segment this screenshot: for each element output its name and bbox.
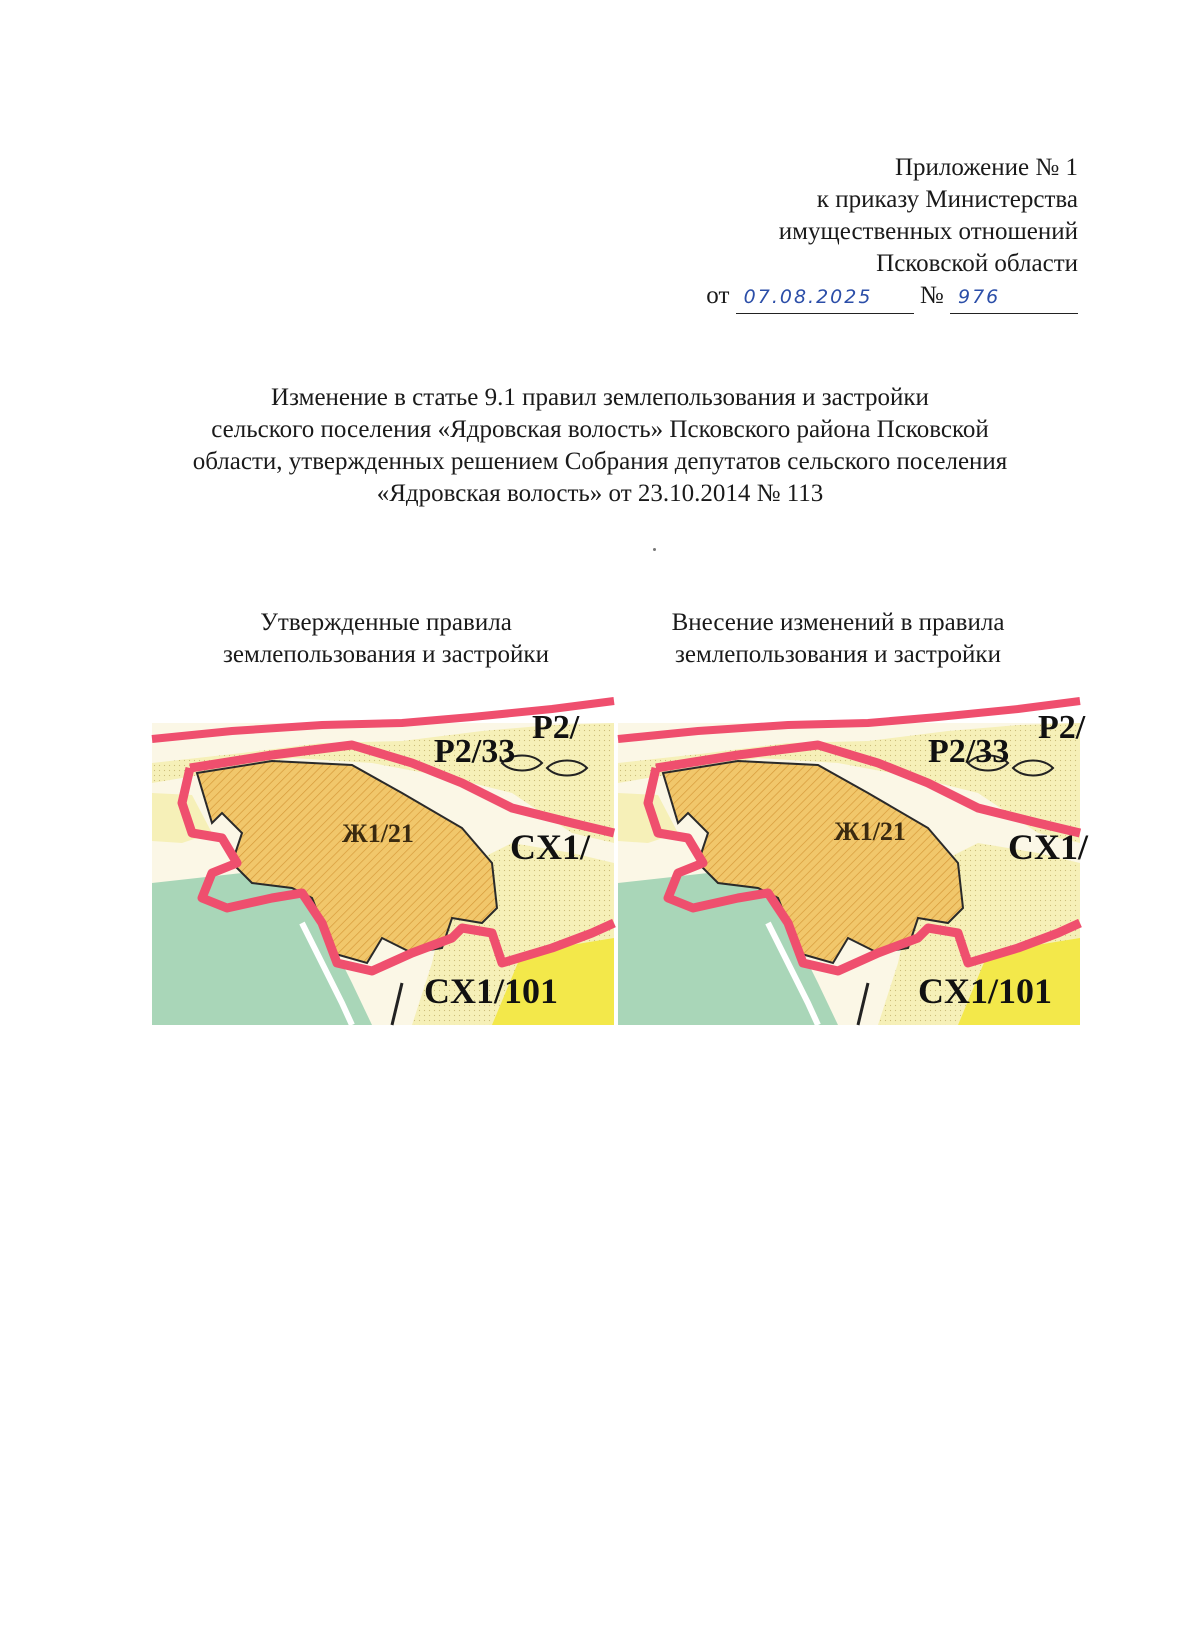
handwritten-date: 07.08.2025 [736,281,914,314]
label-cx1: CX1/ [1008,827,1088,867]
scan-speck [653,548,656,551]
label-zh121: Ж1/21 [342,819,414,848]
title-line-4: «Ядровская волость» от 23.10.2014 № 113 [376,480,824,507]
label-p2: P2/ [532,709,580,746]
left-heading-line-1: Утвержденные правила [260,609,512,636]
label-p233: P2/33 [928,733,1010,770]
appendix-title: Приложение № 1 [894,154,1078,181]
label-cx1-101: CX1/101 [424,971,558,1011]
date-number-line [658,280,1078,314]
appendix-line-2: к приказу Министерства [816,186,1078,213]
label-p233: P2/33 [434,733,516,770]
appendix-header [658,152,1078,314]
appendix-line-4: Псковской области [876,250,1078,277]
document-title [140,382,1060,510]
title-line-1: Изменение в статье 9.1 правил землепользования и застройки [271,384,929,411]
title-line-2: сельского поселения «Ядровская волость» Псковского района Псковской [211,416,989,443]
map-approved-rules [152,709,614,1025]
number-prefix: № [919,282,944,309]
right-heading-line-2: землепользования и застройки [675,641,1001,668]
right-heading-line-1: Внесение изменений в правила [671,609,1005,636]
label-zh121: Ж1/21 [834,817,906,846]
handwritten-number: 976 [950,281,1078,314]
date-prefix: от [706,282,730,309]
left-column-heading [166,607,606,671]
right-column-heading [618,607,1058,671]
appendix-line-3: имущественных отношений [778,218,1078,245]
label-cx1-101: CX1/101 [918,971,1052,1011]
left-heading-line-2: землепользования и застройки [223,641,549,668]
label-cx1: CX1/ [510,827,590,867]
title-line-3: области, утвержденных решением Собрания депутатов сельского поселения [192,448,1008,475]
label-p2: P2/ [1038,709,1086,746]
map-amended-rules [618,709,1088,1025]
